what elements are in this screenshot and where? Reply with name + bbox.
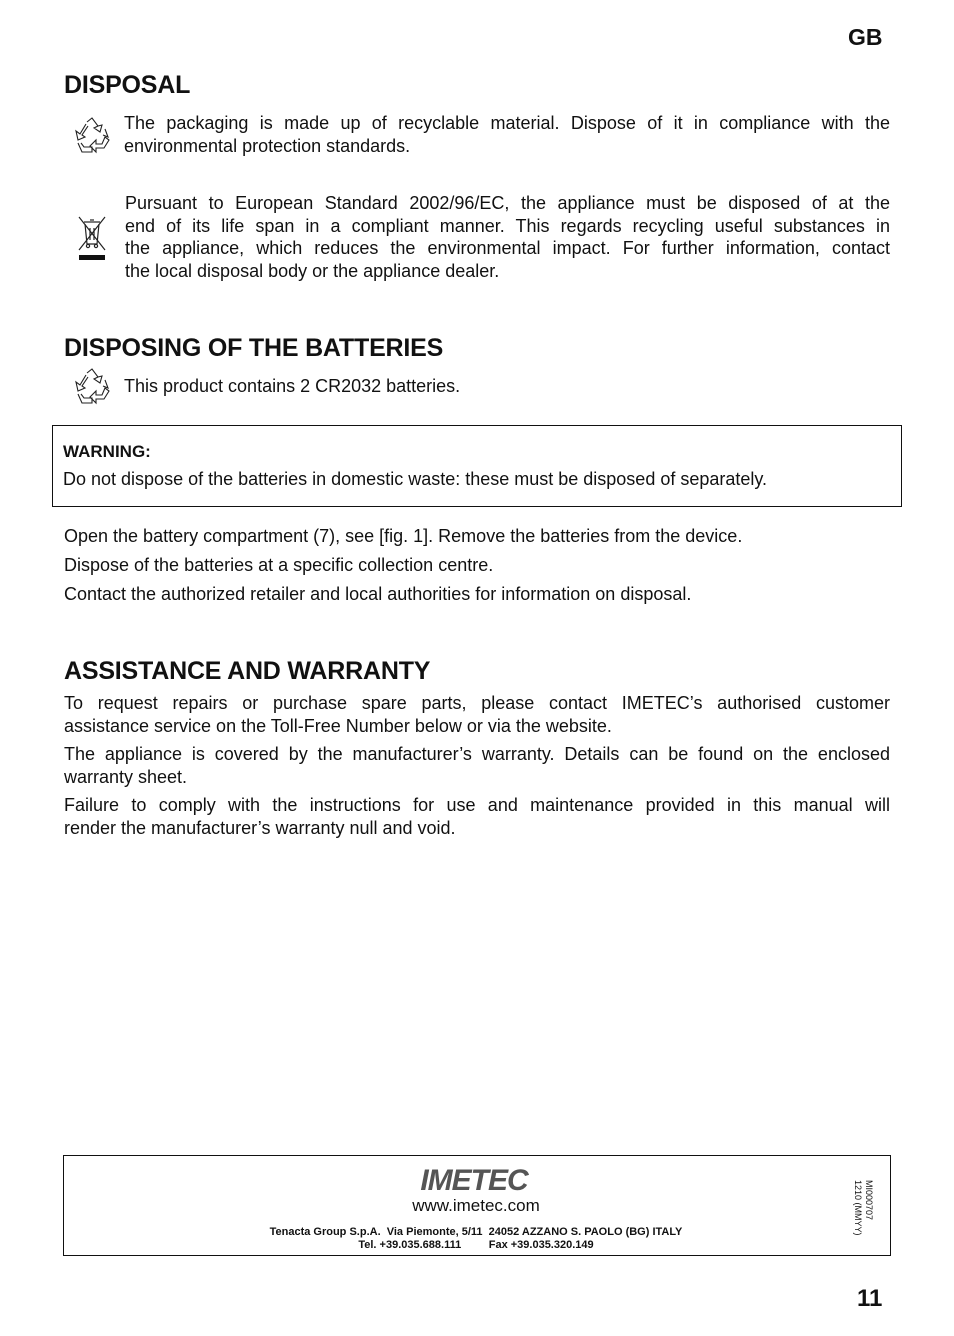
weee-line-4: the local disposal body or the appliance dealer.: [125, 260, 500, 281]
warning-text: Do not dispose of the batteries in domestic waste: these must be disposed of separately.: [63, 469, 768, 489]
assistance-paragraph-2: [64, 743, 890, 788]
packaging-paragraph: [124, 112, 890, 157]
company-phone-fax: Tel. +39.035.688.111 Fax +39.035.320.149: [358, 1239, 594, 1251]
warning-box: [52, 425, 902, 507]
batteries-contains-text: This product contains 2 CR2032 batteries.: [124, 376, 461, 396]
document-code-line-1: MI000707: [864, 1180, 874, 1221]
warning-title: WARNING:: [63, 442, 151, 461]
recycle-icon: [72, 116, 112, 156]
document-code-line-2: 1210 (MMYY): [853, 1180, 863, 1236]
batteries-heading: DISPOSING OF THE BATTERIES: [64, 334, 444, 362]
assistance-heading: ASSISTANCE AND WARRANTY: [64, 657, 431, 685]
document-code: [852, 1180, 874, 1236]
battery-step-3: Contact the authorized retailer and local authorities for information on disposal.: [64, 584, 692, 604]
brand-wordmark: IMETEC: [420, 1164, 528, 1196]
weee-paragraph: [125, 192, 890, 282]
assistance-p1-line-2: assistance service on the Toll-Free Number below or via the website.: [64, 715, 612, 736]
assistance-p3-line-2: render the manufacturer’s warranty null and void.: [64, 817, 456, 838]
assistance-p2-line-1: The appliance is covered by the manufacturer’s warranty. Details can be found on the enclosed: [64, 744, 890, 764]
assistance-p3-line-1: Failure to comply with the instructions for use and maintenance provided in this manual will: [64, 795, 890, 815]
battery-step-2: Dispose of the batteries at a specific collection centre.: [64, 555, 494, 575]
page-number: 11: [857, 1285, 883, 1312]
recycle-icon: [72, 367, 112, 407]
battery-step-1: Open the battery compartment (7), see [fig. 1]. Remove the batteries from the device.: [64, 526, 743, 546]
assistance-paragraph-1: [64, 692, 890, 737]
website-link[interactable]: www.imetec.com: [412, 1196, 540, 1215]
footer-box: [63, 1155, 891, 1256]
language-tag: GB: [848, 24, 883, 50]
company-address: Tenacta Group S.p.A. Via Piemonte, 5/11 24052 AZZANO S. PAOLO (BG) ITALY: [269, 1226, 683, 1238]
packaging-line-1: The packaging is made up of recyclable material. Dispose of it in compliance with the: [124, 113, 890, 133]
disposal-heading: DISPOSAL: [64, 71, 191, 99]
weee-line-3: the appliance, which reduces the environmental impact. For further information, contact: [125, 238, 890, 258]
imetec-logo: [414, 1164, 534, 1196]
assistance-p2-line-2: warranty sheet.: [64, 766, 188, 787]
packaging-line-2: environmental protection standards.: [124, 135, 411, 156]
weee-line-1: Pursuant to European Standard 2002/96/EC, the appliance must be disposed of at the: [125, 193, 890, 213]
crossed-bin-icon: [76, 214, 108, 262]
assistance-paragraph-3: [64, 794, 890, 839]
weee-line-2: end of its life span in a compliant manner. This regards recycling useful substances in: [125, 215, 890, 236]
assistance-p1-line-1: To request repairs or purchase spare parts, please contact IMETEC’s authorised customer: [64, 693, 890, 713]
